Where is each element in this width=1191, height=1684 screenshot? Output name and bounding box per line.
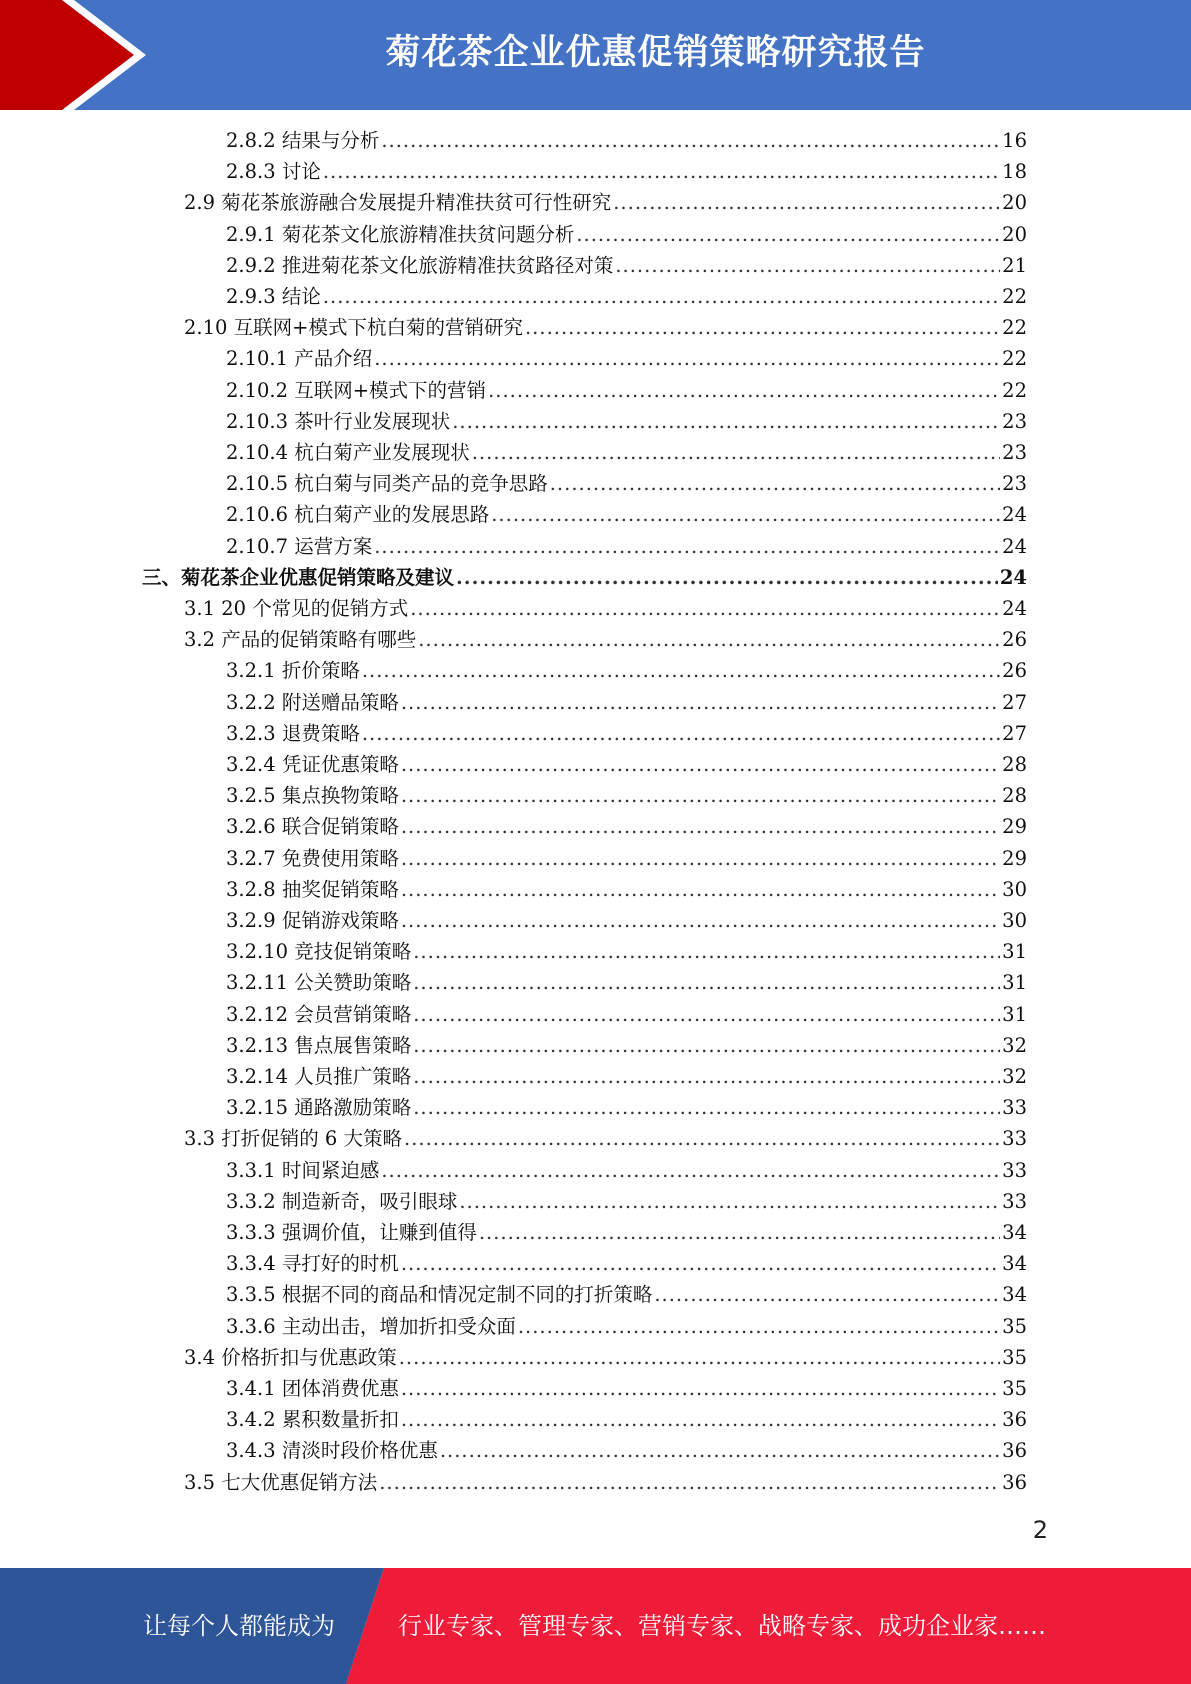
- toc-leader-dots: [362, 718, 1000, 749]
- toc-entry-page: 22: [1002, 316, 1027, 340]
- page-footer: [0, 1568, 1191, 1684]
- toc-entry-page: 30: [1002, 877, 1027, 901]
- toc-leader-dots: [404, 1123, 1000, 1154]
- toc-entry-page: 23: [1002, 441, 1027, 464]
- toc-leader-dots: [456, 562, 998, 593]
- toc-entry[interactable]: [226, 718, 1027, 749]
- toc-entry[interactable]: [226, 281, 1027, 312]
- toc-entry-title: 3.3.6 主动出击，增加折扣受众面: [226, 1314, 516, 1338]
- toc-entry[interactable]: [226, 811, 1027, 842]
- toc-leader-dots: [401, 811, 1000, 842]
- toc-entry-title: 三、菊花茶企业优惠促销策略及建议: [142, 565, 455, 589]
- toc-entry-page: 34: [1002, 1283, 1027, 1307]
- toc-leader-dots: [615, 250, 1000, 281]
- toc-entry-page: 28: [1002, 784, 1027, 808]
- toc-leader-dots: [413, 1061, 1000, 1092]
- toc-entry-title: 2.9.1 菊花茶文化旅游精准扶贫问题分析: [226, 222, 575, 246]
- toc-leader-dots: [550, 468, 1000, 499]
- toc-entry-page: 23: [1002, 409, 1027, 433]
- toc-entry-page: 35: [1002, 1314, 1027, 1338]
- toc-entry[interactable]: [226, 1092, 1027, 1123]
- toc-entry-title: 3.2.10 竞技促销策略: [226, 940, 412, 964]
- toc-entry-page: 36: [1002, 1439, 1027, 1463]
- page-number: 2: [1032, 1516, 1048, 1544]
- toc-entry-title: 3.3.1 时间紧迫感: [226, 1158, 380, 1182]
- toc-entry[interactable]: [184, 624, 1027, 655]
- toc-entry-page: 32: [1002, 1065, 1027, 1088]
- toc-entry[interactable]: [226, 1030, 1027, 1061]
- toc-leader-dots: [399, 1342, 1000, 1373]
- toc-entry-title: 2.9.3 结论: [226, 285, 321, 308]
- toc-leader-dots: [491, 499, 1000, 530]
- toc-entry-page: 22: [1002, 347, 1027, 371]
- toc-entry[interactable]: [226, 219, 1027, 250]
- toc-entry-title: 3.3.2 制造新奇，吸引眼球: [226, 1189, 458, 1213]
- toc-leader-dots: [525, 312, 1000, 343]
- toc-entry[interactable]: [226, 1186, 1027, 1217]
- toc-entry-page: 34: [1002, 1252, 1027, 1276]
- toc-entry-page: 27: [1002, 690, 1027, 714]
- toc-leader-dots: [413, 1092, 1000, 1123]
- toc-leader-dots: [459, 1186, 1000, 1217]
- toc-leader-dots: [401, 874, 1000, 905]
- toc-entry-page: 23: [1002, 472, 1027, 496]
- toc-leader-dots: [410, 593, 1000, 624]
- toc-leader-dots: [381, 125, 1000, 156]
- toc-entry-title: 2.10.7 运营方案: [226, 534, 373, 558]
- toc-entry-page: 22: [1002, 378, 1027, 402]
- toc-entry-title: 3.2.4 凭证优惠策略: [226, 753, 399, 776]
- footer-slogan: 让每个人都能成为: [143, 1612, 335, 1640]
- toc-entry-title: 3.2.15 通路激励策略: [226, 1096, 412, 1120]
- toc-entry-page: 36: [1002, 1408, 1027, 1432]
- toc-entry-page: 33: [1002, 1127, 1027, 1151]
- toc-entry[interactable]: [226, 1061, 1027, 1092]
- toc-entry-title: 3.4.1 团体消费优惠: [226, 1377, 399, 1400]
- toc-leader-dots: [413, 1030, 1000, 1061]
- toc-leader-dots: [401, 687, 1000, 718]
- toc-leader-dots: [440, 1435, 1000, 1466]
- toc-leader-dots: [374, 343, 1000, 374]
- toc-entry-page: 24: [1002, 534, 1027, 558]
- toc-leader-dots: [576, 219, 1000, 250]
- toc-entry[interactable]: [226, 1279, 1027, 1310]
- toc-entry[interactable]: [226, 343, 1027, 374]
- toc-entry[interactable]: [184, 187, 1027, 218]
- toc-leader-dots: [379, 1467, 1000, 1498]
- toc-entry-title: 2.10.6 杭白菊产业的发展思路: [226, 503, 490, 527]
- report-title: 菊花茶企业优惠促销策略研究报告: [385, 33, 926, 73]
- toc-entry-title: 3.2.2 附送赠品策略: [226, 690, 399, 714]
- toc-entry-page: 33: [1002, 1158, 1027, 1182]
- toc-entry-page: 24: [999, 565, 1027, 589]
- toc-entry-title: 2.9 菊花茶旅游融合发展提升精准扶贫可行性研究: [184, 191, 612, 215]
- toc-leader-dots: [401, 1404, 1000, 1435]
- toc-leader-dots: [413, 999, 1000, 1030]
- toc-entry-title: 3.1 20 个常见的促销方式: [184, 597, 409, 620]
- toc-entry[interactable]: [184, 593, 1027, 624]
- footer-roles: 行业专家、管理专家、营销专家、战略专家、成功企业家……: [398, 1612, 1046, 1640]
- toc-entry[interactable]: [226, 250, 1027, 281]
- toc-entry[interactable]: [226, 1248, 1027, 1279]
- toc-leader-dots: [472, 437, 1000, 468]
- toc-entry-title: 3.3.3 强调价值，让赚到值得: [226, 1221, 477, 1244]
- toc-entry-title: 3.2.13 售点展售策略: [226, 1033, 412, 1057]
- toc-entry-page: 29: [1002, 815, 1027, 839]
- toc-entry[interactable]: [226, 1435, 1027, 1466]
- toc-entry-page: 31: [1002, 971, 1027, 995]
- toc-leader-dots: [413, 936, 1000, 967]
- toc-entry-title: 3.2 产品的促销策略有哪些: [184, 628, 417, 652]
- toc-leader-dots: [518, 1311, 1000, 1342]
- toc-leader-dots: [381, 1155, 1000, 1186]
- toc-entry-title: 2.10.1 产品介绍: [226, 347, 373, 371]
- toc-entry[interactable]: [226, 905, 1027, 936]
- toc-entry-title: 2.9.2 推进菊花茶文化旅游精准扶贫路径对策: [226, 253, 614, 277]
- toc-entry-title: 3.2.9 促销游戏策略: [226, 909, 399, 932]
- toc-entry-title: 3.4.2 累积数量折扣: [226, 1408, 399, 1432]
- toc-entry-title: 3.2.5 集点换物策略: [226, 784, 399, 808]
- toc-entry[interactable]: [226, 375, 1027, 406]
- toc-leader-dots: [654, 1279, 1000, 1310]
- toc-entry-title: 2.8.3 讨论: [226, 160, 321, 184]
- toc-entry[interactable]: [184, 1123, 1027, 1154]
- toc-entry[interactable]: [226, 437, 1027, 468]
- toc-entry[interactable]: [226, 655, 1027, 686]
- toc-entry-page: 26: [1002, 659, 1027, 683]
- toc-leader-dots: [479, 1217, 1000, 1248]
- toc-entry-title: 2.10.2 互联网+模式下的营销: [226, 378, 487, 402]
- toc-leader-dots: [488, 375, 1000, 406]
- toc-leader-dots: [401, 780, 1000, 811]
- toc-entry[interactable]: [226, 749, 1027, 780]
- toc-entry[interactable]: [226, 125, 1027, 156]
- toc-entry-title: 2.8.2 结果与分析: [226, 129, 380, 152]
- toc-entry-title: 3.3 打折促销的 6 大策略: [184, 1127, 403, 1151]
- toc-entry-title: 3.3.4 寻打好的时机: [226, 1252, 399, 1276]
- toc-entry[interactable]: [226, 468, 1027, 499]
- toc-entry-title: 3.2.12 会员营销策略: [226, 1002, 412, 1026]
- toc-entry-page: 27: [1002, 721, 1027, 745]
- toc-leader-dots: [323, 156, 1000, 187]
- toc-entry-page: 35: [1002, 1377, 1027, 1400]
- toc-entry[interactable]: [226, 406, 1027, 437]
- toc-entry-page: 20: [1002, 191, 1027, 215]
- toc-leader-dots: [413, 967, 1000, 998]
- toc-entry[interactable]: [226, 936, 1027, 967]
- toc-leader-dots: [613, 187, 1000, 218]
- toc-entry-page: 34: [1002, 1221, 1027, 1244]
- toc-leader-dots: [401, 1248, 1000, 1279]
- toc-entry-title: 3.2.8 抽奖促销策略: [226, 877, 399, 901]
- toc-entry[interactable]: [226, 1404, 1027, 1435]
- toc-entry-page: 24: [1002, 597, 1027, 620]
- page-header: [0, 0, 1191, 110]
- toc-entry[interactable]: [226, 156, 1027, 187]
- toc-entry[interactable]: [226, 999, 1027, 1030]
- toc-entry-title: 2.10 互联网+模式下杭白菊的营销研究: [184, 316, 523, 340]
- toc-entry-page: 31: [1002, 940, 1027, 964]
- toc-entry[interactable]: [226, 1155, 1027, 1186]
- toc-leader-dots: [323, 281, 1000, 312]
- toc-entry-page: 31: [1002, 1002, 1027, 1026]
- toc-entry-page: 29: [1002, 846, 1027, 870]
- toc-entry[interactable]: [184, 312, 1027, 343]
- toc-entry[interactable]: [226, 843, 1027, 874]
- toc-entry-page: 35: [1002, 1345, 1027, 1369]
- toc-entry[interactable]: [226, 1217, 1027, 1248]
- toc-entry-page: 30: [1002, 909, 1027, 932]
- toc-entry-page: 21: [1002, 253, 1027, 277]
- toc-entry-page: 22: [1002, 285, 1027, 308]
- toc-entry-title: 3.4 价格折扣与优惠政策: [184, 1345, 397, 1369]
- toc-entry-title: 3.2.14 人员推广策略: [226, 1065, 412, 1088]
- toc-entry-title: 2.10.5 杭白菊与同类产品的竞争思路: [226, 472, 548, 496]
- toc-leader-dots: [452, 406, 1000, 437]
- toc-leader-dots: [401, 905, 1000, 936]
- toc-entry-title: 2.10.4 杭白菊产业发展现状: [226, 441, 470, 464]
- toc-entry[interactable]: [226, 967, 1027, 998]
- toc-leader-dots: [418, 624, 1000, 655]
- toc-entry[interactable]: [226, 687, 1027, 718]
- toc-entry-title: 3.2.7 免费使用策略: [226, 846, 399, 870]
- toc-entry[interactable]: [142, 562, 1027, 593]
- toc-entry-page: 16: [1002, 129, 1027, 152]
- toc-entry[interactable]: [184, 1342, 1027, 1373]
- toc-entry-title: 3.2.11 公关赞助策略: [226, 971, 412, 995]
- toc-entry-page: 26: [1002, 628, 1027, 652]
- toc-entry[interactable]: [226, 499, 1027, 530]
- toc-entry-title: 3.2.1 折价策略: [226, 659, 360, 683]
- toc-entry[interactable]: [184, 1467, 1027, 1498]
- toc-entry[interactable]: [226, 1311, 1027, 1342]
- toc-entry-title: 2.10.3 茶叶行业发展现状: [226, 409, 451, 433]
- toc-entry-page: 20: [1002, 222, 1027, 246]
- toc-entry-title: 3.2.6 联合促销策略: [226, 815, 399, 839]
- toc-entry-page: 32: [1002, 1033, 1027, 1057]
- toc-entry[interactable]: [226, 1373, 1027, 1404]
- toc-entry-title: 3.2.3 退费策略: [226, 721, 360, 745]
- toc-entry-title: 3.4.3 清淡时段价格优惠: [226, 1439, 438, 1463]
- toc-entry-page: 18: [1002, 160, 1027, 184]
- toc-entry[interactable]: [226, 874, 1027, 905]
- toc-leader-dots: [401, 749, 1000, 780]
- toc-entry-page: 36: [1002, 1470, 1027, 1494]
- toc-entry[interactable]: [226, 531, 1027, 562]
- toc-entry[interactable]: [226, 780, 1027, 811]
- toc-entry-page: 33: [1002, 1096, 1027, 1120]
- toc-entry-page: 33: [1002, 1189, 1027, 1213]
- toc-leader-dots: [401, 1373, 1000, 1404]
- toc-leader-dots: [362, 655, 1000, 686]
- toc-leader-dots: [374, 531, 1000, 562]
- toc-entry-page: 24: [1002, 503, 1027, 527]
- toc-entry-title: 3.3.5 根据不同的商品和情况定制不同的打折策略: [226, 1283, 653, 1307]
- toc-entry-page: 28: [1002, 753, 1027, 776]
- toc-entry-title: 3.5 七大优惠促销方法: [184, 1470, 378, 1494]
- toc-leader-dots: [401, 843, 1000, 874]
